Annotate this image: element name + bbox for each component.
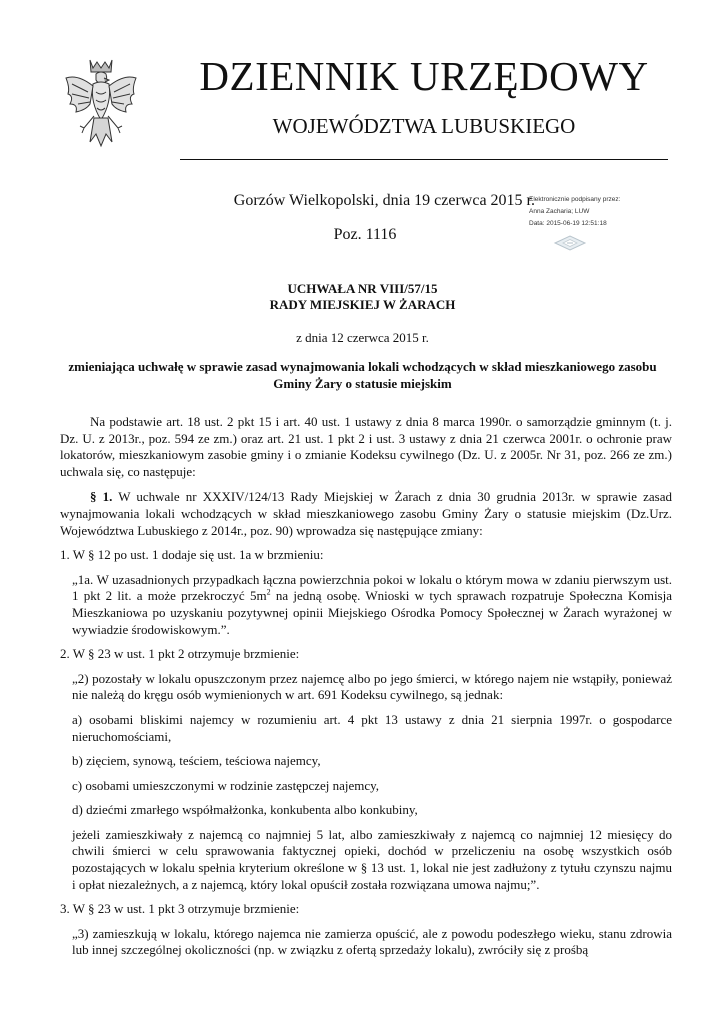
paragraph-1-text: W uchwale nr XXXIV/124/13 Rady Miejskiej w Żarach z dnia 30 grudnia 2013r. w sprawie zasad wynajmowania lokali wchodzących w skład mieszkaniowego zasobu Gminy Żary o statusie miejskim (Dz.Urz. Województwa Lubuskiego z 2014r., poz. 90) wprowadza się następujące zmiany: (60, 489, 672, 538)
resolution-subject-line-2: Gminy Żary o statusie miejskim (273, 376, 452, 391)
quote-text-part-1: „1a. W uzasadnionych przypadkach łączna powierzchnia pokoi w lokalu o którym mowa w zdaniu pierwszym ust. 1 pkt 2 lit. a może przekroczyć 5m (72, 571, 672, 604)
signature-line-3: Data: 2015-06-19 12:51:18 (529, 220, 607, 227)
signature-line-2: Anna Zacharia; LUW (529, 208, 590, 215)
resolution-subject-line-1: zmieniająca uchwałę w sprawie zasad wynajmowania lokali wchodzących w skład mieszkaniowego zasobu (68, 359, 657, 374)
superscript-2: 2 (266, 588, 271, 598)
quote-text-part-2: na jedną osobę. Wnioski w tych sprawach rozpatruje Społeczna Komisja Mieszkaniowa po uzyskaniu pozytywnej opinii Miejskiego Ośrodka Pomocy Społecznej w Żarach wyrażonej w wywiadzie środowiskowym.”. (72, 588, 672, 637)
place-and-date: Gorzów Wielkopolski, dnia 19 czerwca 2015 r. (233, 192, 535, 209)
amendment-item-3: 3. W § 23 w ust. 1 pkt 3 otrzymuje brzmienie: (60, 901, 300, 917)
resolution-council: RADY MIEJSKIEJ W ŻARACH (269, 297, 456, 312)
amendment-item-2-point-c: c) osobami umieszczonymi w rodzinie zastępczej najemcy, (72, 777, 380, 793)
e-signature-mark-icon (553, 234, 587, 252)
amendment-item-2-closing: jeżeli zamieszkiwały z najemcą co najmniej 5 lat, albo zamieszkiwały z najemcą co najmniej 12 miesięcy do chwili śmierci w celu sprawowania faktycznej opieki, dochód w przeliczeniu na osobę wszystkich osób pozostających w lokalu spełnia kryterium określone w § 13 ust. 1, lokal nie jest zadłużony z tytułu czynszu najmu i opłat niezależnych, a z najemcą, który lokal opuścił została rozwiązana umowa najmu;”. (72, 826, 672, 892)
amendment-item-1-quote (60, 572, 672, 638)
document-body (60, 414, 672, 959)
electronic-signature-block (529, 194, 649, 230)
amendment-item-2: 2. W § 23 w ust. 1 pkt 2 otrzymuje brzmienie: (60, 646, 300, 662)
position-number: Poz. 1116 (333, 226, 397, 243)
amendment-item-2-point-d: d) dziećmi zmarłego współmałżonka, konkubenta albo konkubiny, (72, 802, 418, 818)
header-divider (180, 159, 668, 160)
journal-subtitle: WOJEWÓDZTWA LUBUSKIEGO (272, 114, 576, 138)
amendment-item-2-point-a: a) osobami bliskimi najemcy w rozumieniu art. 4 pkt 13 ustawy z dnia 21 sierpnia 1997r. o gospodarce nieruchomościami, (72, 711, 672, 744)
amendment-item-2-point-b: b) zięciem, synową, teściem, teściowa najemcy, (72, 753, 321, 769)
resolution-number: UCHWAŁA NR VIII/57/15 (287, 281, 438, 296)
resolution-date: z dnia 12 czerwca 2015 r. (296, 330, 429, 345)
amendment-item-1: 1. W § 12 po ust. 1 dodaje się ust. 1a w brzmieniu: (60, 547, 324, 563)
signature-line-1: Elektronicznie podpisany przez: (529, 196, 621, 203)
polish-eagle-emblem-icon (60, 54, 142, 156)
amendment-item-3-quote: „3) zamieszkują w lokalu, którego najemca nie zamierza opuścić, ale z powodu podeszłego wieku, stanu zdrowia lub innej szczególnej okoliczności (np. w związku z ofertą sprzedaży lokalu), zwróciły się z prośbą (72, 925, 672, 958)
paragraph-1-label: § 1. (90, 489, 113, 505)
preamble-paragraph: Na podstawie art. 18 ust. 2 pkt 15 i art. 40 ust. 1 ustawy z dnia 8 marca 1990r. o samorządzie gminnym (t. j. Dz. U. z 2013r., poz. 594 ze zm.) oraz art. 21 ust. 1 pkt 2 i ust. 3 ustawy z dnia 21 czerwca 2001r. o ochronie praw lokatorów, mieszkaniowym zasobie gminy i o zmianie Kodeksu cywilnego (Dz. U. z 2005r. Nr 31, poz. 266 ze zm.) uchwala się, co następuje: (60, 414, 672, 479)
resolution-title (60, 281, 665, 313)
amendment-item-2-quote: „2) pozostały w lokalu opuszczonym przez najemcę albo po jego śmierci, w którego najem nie wstąpiły, ponieważ nie należą do kręgu osób wymienionych w art. 691 Kodeksu cywilnego, są jednak: (72, 670, 672, 703)
resolution-subject (60, 358, 665, 392)
journal-title: DZIENNIK URZĘDOWY (199, 53, 649, 99)
paragraph-1 (60, 489, 672, 539)
